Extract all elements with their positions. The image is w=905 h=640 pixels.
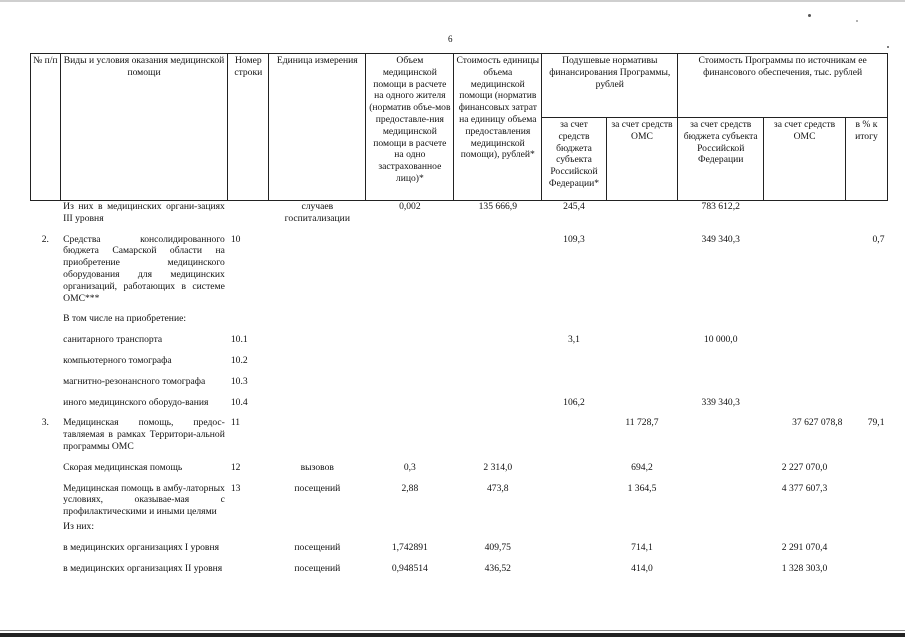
table-row [31, 225, 888, 305]
row-cost-percent: 0,7 [872, 233, 885, 245]
row-num [31, 325, 61, 346]
row-cost-oms [764, 388, 846, 409]
row-cost-oms [764, 304, 846, 325]
row-per-capita-oms [606, 325, 678, 346]
row-unit-cost [454, 367, 542, 388]
row-cost-percent [845, 325, 887, 346]
header-cost-percent: в % к итогу [845, 118, 887, 201]
row-care-type: санитарного транспорта [63, 334, 163, 346]
row-cost-budget [678, 408, 764, 452]
row-care-type: в медицинских организациях II уровня [63, 562, 223, 574]
scan-speck [887, 46, 889, 48]
row-unit [269, 225, 366, 305]
scan-top-edge [0, 0, 905, 2]
row-unit [269, 346, 366, 367]
table-row [31, 346, 888, 367]
row-cost-budget [678, 346, 764, 367]
row-cost-oms [764, 325, 846, 346]
row-unit-cost: 409,75 [484, 541, 511, 553]
header-unit: Единица измерения [269, 54, 366, 201]
row-per-capita-budget [542, 346, 606, 367]
row-cost-budget [678, 554, 764, 575]
row-per-capita-oms: 11 728,7 [625, 417, 659, 429]
row-line-number: 10.4 [230, 396, 248, 408]
row-cost-budget [678, 304, 764, 325]
row-unit-cost [454, 518, 542, 533]
row-care-type: Из них в медицинских органи-зациях III уровня [63, 201, 225, 224]
row-cost-oms: 2 227 070,0 [781, 461, 828, 473]
row-care-type: Из них: [63, 520, 95, 532]
row-care-type: В том числе на приобретение: [63, 313, 186, 325]
row-cost-budget: 10 000,0 [703, 334, 738, 346]
row-unit-cost [454, 225, 542, 305]
row-unit-cost [454, 325, 542, 346]
row-cost-oms: 1 328 303,0 [781, 562, 828, 574]
row-cost-percent [845, 554, 887, 575]
row-volume: 0,002 [399, 201, 421, 212]
table-row [31, 367, 888, 388]
row-line-number: 10.3 [230, 375, 248, 387]
header-care-type: Виды и условия оказания медицинской помощи [60, 54, 228, 201]
row-cost-percent [845, 201, 887, 225]
row-volume: 0,3 [403, 461, 416, 473]
row-cost-percent [845, 304, 887, 325]
header-line-number: Номер строки [228, 54, 269, 201]
row-per-capita-oms [606, 367, 678, 388]
header-cost-budget: за счет средств бюджета субъекта Российской Федерации [678, 118, 764, 201]
row-per-capita-budget [542, 408, 606, 452]
row-cost-budget [678, 453, 764, 474]
row-per-capita-oms [606, 225, 678, 305]
row-unit: посещений [294, 562, 341, 574]
row-per-capita-budget [542, 474, 606, 518]
row-unit-cost [454, 304, 542, 325]
row-care-type: Скорая медицинская помощь [63, 461, 183, 473]
row-volume [366, 325, 454, 346]
header-unit-cost: Стоимость единицы объема медицинской помощи (норматив финансовых затрат на единицу объема предоставления медицинской помощи), рублей* [454, 54, 542, 201]
row-unit [269, 518, 366, 533]
row-volume [366, 367, 454, 388]
row-per-capita-budget [542, 304, 606, 325]
row-per-capita-budget [542, 367, 606, 388]
scan-bottom-edge [0, 633, 905, 637]
row-cost-budget: 339 340,3 [701, 396, 740, 408]
row-volume [366, 408, 454, 452]
row-cost-percent [845, 453, 887, 474]
row-per-capita-oms [606, 518, 678, 533]
row-per-capita-budget: 109,3 [563, 233, 585, 245]
row-cost-percent [845, 533, 887, 554]
row-cost-oms: 2 291 070,4 [781, 541, 828, 553]
row-per-capita-budget: 245,4 [563, 201, 585, 212]
table-row [31, 325, 888, 346]
header-per-capita-budget: за счет средств бюджета субъекта Российской Федерации* [542, 118, 606, 201]
row-per-capita-oms: 694,2 [631, 461, 653, 473]
row-per-capita-budget [542, 533, 606, 554]
row-per-capita-oms [606, 201, 678, 225]
row-cost-budget: 349 340,3 [701, 233, 740, 245]
row-care-type: иного медицинского оборудо-вания [63, 396, 209, 408]
row-unit [269, 388, 366, 409]
row-line-number [228, 201, 269, 225]
table-row [31, 518, 888, 533]
row-cost-budget [678, 533, 764, 554]
row-cost-percent [845, 367, 887, 388]
row-care-type: Медицинская помощь в амбу-латорных условиях, оказывае-мая с профилактическими и иными целями [63, 482, 225, 518]
row-care-type: Медицинская помощь, предос-тавляемая в рамках Территори-альной программы ОМС [63, 417, 225, 452]
row-unit-cost: 135 666,9 [478, 201, 517, 212]
row-unit: посещений [294, 541, 341, 553]
page-number: 6 [448, 34, 453, 44]
row-num [31, 304, 61, 325]
row-unit [269, 408, 366, 452]
header-per-capita-group: Подушевые нормативы финансирования Программы, рублей [542, 54, 678, 118]
row-cost-percent [845, 474, 887, 518]
row-unit-cost [454, 346, 542, 367]
table-row [31, 201, 888, 225]
table-row [31, 304, 888, 325]
table-row [31, 388, 888, 409]
row-per-capita-budget: 106,2 [563, 396, 585, 408]
program-cost-table [30, 53, 888, 574]
row-unit: посещений [294, 482, 341, 494]
header-cost-oms: за счет средств ОМС [764, 118, 846, 201]
row-volume: 0,948514 [391, 562, 428, 574]
row-per-capita-budget [542, 518, 606, 533]
row-num [31, 474, 61, 518]
header-volume: Объем медицинской помощи в расчете на одного жителя (норматив объе-мов предоставле-ния медицинской помощи в расчете на одно застрахованное лицо)* [366, 54, 454, 201]
row-line-number: 13 [230, 482, 241, 494]
row-num: 3. [41, 417, 49, 429]
row-cost-oms [764, 367, 846, 388]
row-volume [366, 346, 454, 367]
row-volume [366, 225, 454, 305]
row-line-number [228, 518, 269, 533]
row-line-number [228, 554, 269, 575]
row-per-capita-oms [606, 388, 678, 409]
row-per-capita-oms: 1 364,5 [627, 482, 657, 494]
row-cost-budget [678, 367, 764, 388]
table [30, 53, 888, 574]
row-care-type: компьютерного томографа [63, 354, 172, 366]
row-line-number: 10 [230, 233, 241, 245]
row-num [31, 201, 61, 225]
row-num [31, 346, 61, 367]
row-num: 2. [41, 233, 49, 245]
scan-speck [808, 14, 811, 17]
row-care-type: в медицинских организациях I уровня [63, 541, 219, 553]
row-cost-percent: 79,1 [867, 417, 885, 429]
table-row [31, 453, 888, 474]
table-row [31, 474, 888, 518]
row-line-number: 11 [230, 417, 241, 429]
row-unit-cost [454, 388, 542, 409]
scan-speck [856, 20, 858, 22]
header-program-cost-group: Стоимость Программы по источникам ее финансового обеспечения, тыс. рублей [678, 54, 888, 118]
row-cost-percent [845, 388, 887, 409]
row-cost-oms [764, 346, 846, 367]
row-unit-cost: 473,8 [487, 482, 509, 494]
row-per-capita-budget: 3,1 [567, 334, 580, 346]
row-unit-cost: 436,52 [484, 562, 511, 574]
row-cost-oms [764, 225, 846, 305]
row-per-capita-oms: 414,0 [631, 562, 653, 574]
row-cost-oms [764, 201, 846, 225]
scan-bottom-edge-thin [0, 630, 905, 631]
row-num [31, 518, 61, 533]
row-cost-oms: 37 627 078,8 [792, 417, 843, 429]
row-cost-oms: 4 377 607,3 [781, 482, 828, 494]
header-per-capita-oms: за счет средств ОМС [606, 118, 678, 201]
row-volume [366, 518, 454, 533]
row-line-number [228, 533, 269, 554]
row-line-number: 10.1 [230, 334, 248, 346]
row-unit: вызовов [300, 461, 334, 473]
row-per-capita-budget [542, 453, 606, 474]
header-num: № п/п [31, 54, 61, 201]
row-unit: случаев госпитализации [284, 201, 350, 224]
row-per-capita-budget [542, 554, 606, 575]
row-care-type: магнитно-резонансного томографа [63, 375, 206, 387]
row-unit [269, 367, 366, 388]
row-num [31, 388, 61, 409]
row-cost-percent [845, 346, 887, 367]
table-row [31, 408, 888, 452]
row-num [31, 367, 61, 388]
row-volume [366, 388, 454, 409]
row-unit-cost [454, 408, 542, 452]
table-row [31, 554, 888, 575]
row-volume [366, 304, 454, 325]
row-per-capita-oms [606, 346, 678, 367]
row-num [31, 554, 61, 575]
row-num [31, 453, 61, 474]
row-per-capita-oms [606, 304, 678, 325]
row-volume: 1,742891 [391, 541, 428, 553]
row-per-capita-oms: 714,1 [631, 541, 653, 553]
row-cost-budget [678, 474, 764, 518]
row-cost-budget [678, 518, 764, 533]
row-unit-cost: 2 314,0 [483, 461, 513, 473]
row-volume: 2,88 [401, 482, 419, 494]
row-cost-percent [845, 518, 887, 533]
row-cost-oms [764, 518, 846, 533]
table-row [31, 533, 888, 554]
row-unit [269, 325, 366, 346]
row-line-number: 10.2 [230, 354, 248, 366]
row-care-type: Средства консолидированного бюджета Самарской области на приобретение медицинского оборудования для медицинских организаций, работающих в системе ОМС*** [63, 233, 225, 304]
row-line-number: 12 [230, 461, 241, 473]
row-num [31, 533, 61, 554]
row-cost-budget: 783 612,2 [701, 201, 740, 212]
